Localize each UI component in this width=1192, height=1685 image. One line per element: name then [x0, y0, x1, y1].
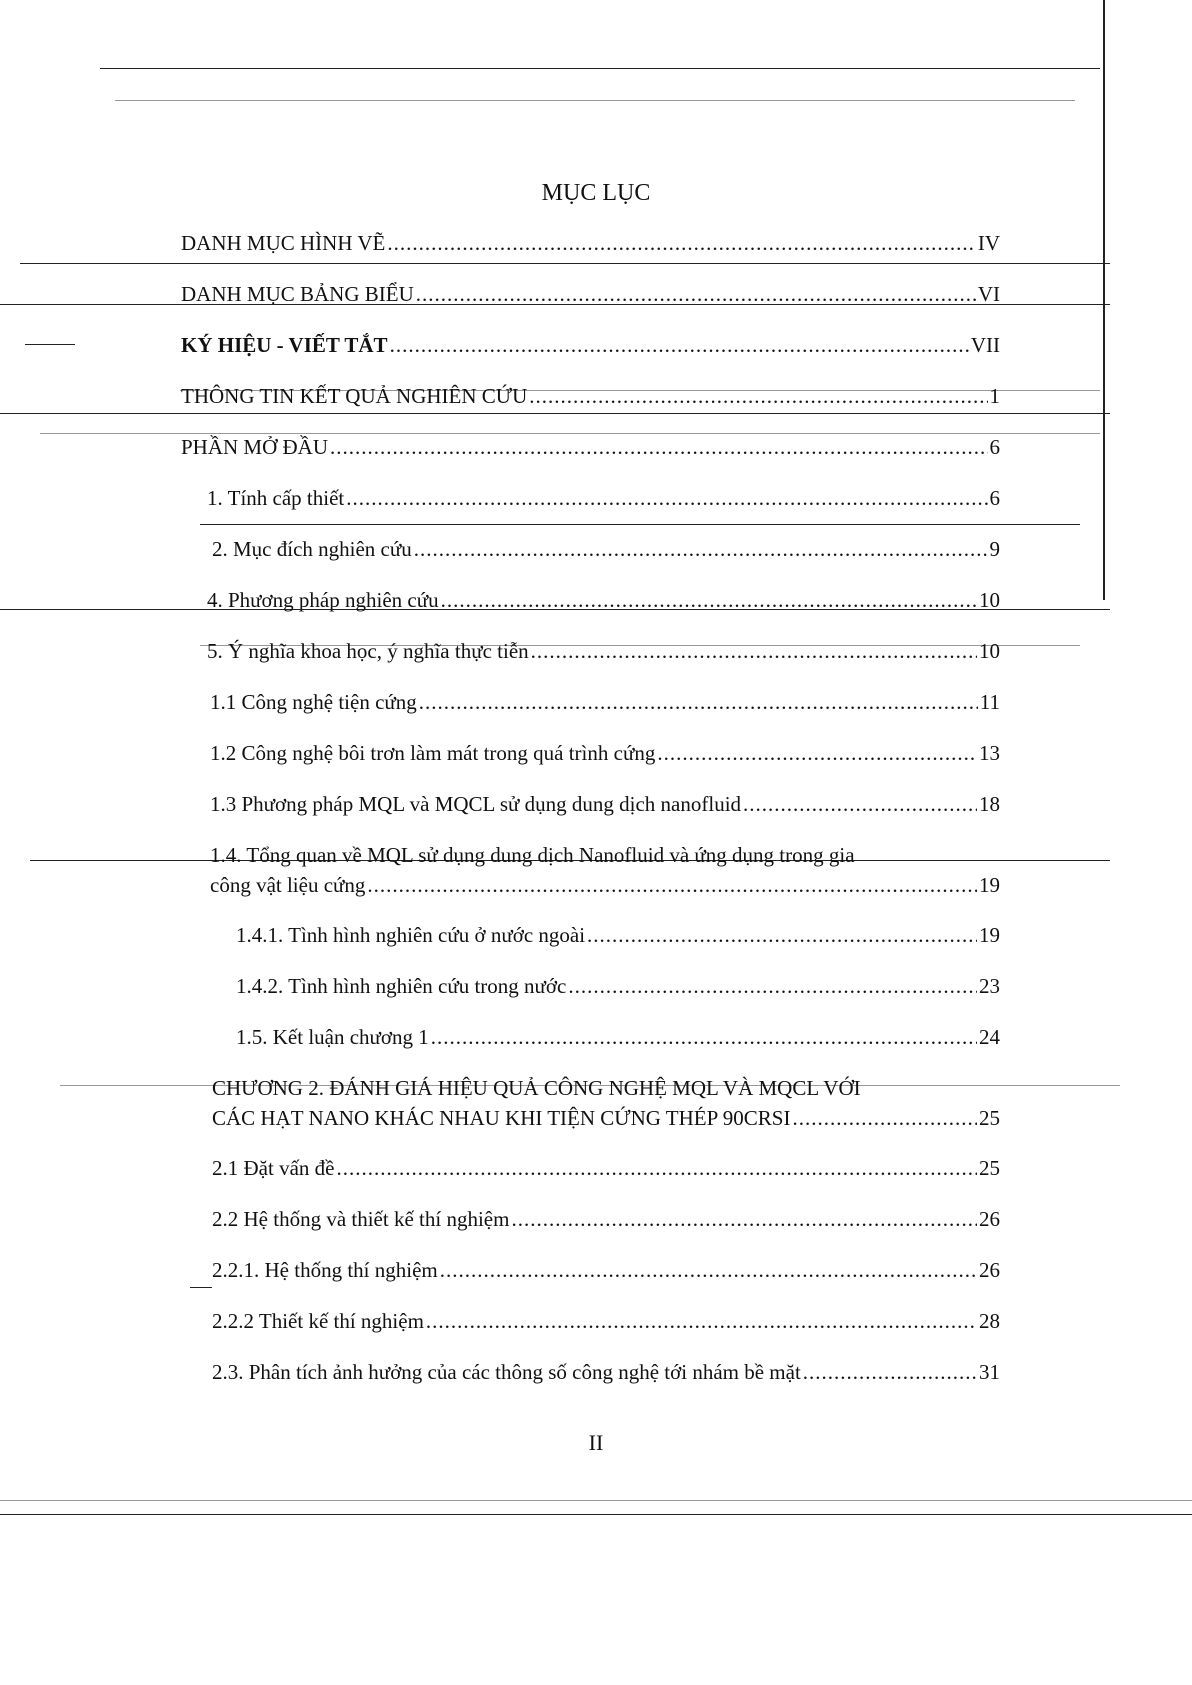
- scan-line: [190, 1287, 212, 1288]
- toc-entry-page: VI: [977, 282, 1000, 306]
- toc-entry[interactable]: [236, 920, 1000, 950]
- leader-dots: [441, 585, 977, 615]
- toc-entry-page: 25: [979, 1106, 1000, 1130]
- scan-edge: [1103, 0, 1105, 600]
- toc-entry-title: 2.2.1. Hệ thống thí nghiệm: [212, 1258, 438, 1282]
- toc-entry-title: PHẦN MỞ ĐẦU: [181, 435, 329, 459]
- scan-line: [25, 344, 75, 345]
- toc-entry-page: 26: [979, 1258, 1000, 1282]
- leader-dots: [431, 1022, 977, 1052]
- toc-entry-title: 2.2 Hệ thống và thiết kế thí nghiệm: [212, 1207, 510, 1231]
- toc-entry[interactable]: [212, 1073, 1000, 1133]
- leader-dots: [387, 228, 975, 258]
- toc-entry-title: 1.4.1. Tình hình nghiên cứu ở nước ngoài: [236, 923, 586, 947]
- toc-entry-page: 18: [979, 792, 1000, 816]
- scan-line: [100, 68, 1100, 69]
- toc-entry[interactable]: [181, 381, 1000, 411]
- toc-entry-title-cont: công vật liệu cứng: [210, 873, 366, 897]
- toc-entry-title: DANH MỤC HÌNH VẼ: [181, 231, 386, 255]
- toc-entry[interactable]: [212, 1306, 1000, 1336]
- leader-dots: [419, 687, 978, 717]
- leader-dots: [367, 870, 977, 900]
- toc-entry-title: 1. Tính cấp thiết: [207, 486, 345, 510]
- toc-entry-title: 2.3. Phân tích ảnh hưởng của các thông số công nghệ tới nhám bề mặt: [212, 1360, 801, 1384]
- scan-line: [115, 100, 1075, 101]
- toc-entry-page: 6: [989, 435, 1000, 459]
- toc-entry-page: 1: [989, 384, 1000, 408]
- toc-entry-page: 31: [979, 1360, 1000, 1384]
- toc-entry-title: 1.4. Tổng quan về MQL sử dụng dung dịch Nanofluid và ứng dụng trong gia: [210, 843, 855, 867]
- toc-entry[interactable]: [207, 483, 1000, 513]
- toc-entry[interactable]: [210, 687, 1000, 717]
- toc-entry-page: 25: [979, 1156, 1000, 1180]
- toc-entry-title: 1.3 Phương pháp MQL và MQCL sử dụng dung dịch nanofluid: [210, 792, 742, 816]
- toc-entry-title: 2.2.2 Thiết kế thí nghiệm: [212, 1309, 424, 1333]
- leader-dots: [440, 1255, 977, 1285]
- leader-dots: [414, 534, 988, 564]
- toc-entry-page: IV: [977, 231, 1000, 255]
- toc-entry-title: 1.5. Kết luận chương 1: [236, 1025, 429, 1049]
- toc-entry-page: 26: [979, 1207, 1000, 1231]
- toc-entry-page: 11: [979, 690, 1000, 714]
- leader-dots: [529, 381, 987, 411]
- toc-entry-page: 10: [979, 639, 1000, 663]
- toc-entry-page: 24: [979, 1025, 1000, 1049]
- leader-dots: [792, 1103, 977, 1133]
- toc-entry-title: CHƯƠNG 2. ĐÁNH GIÁ HIỆU QUẢ CÔNG NGHỆ MQL VÀ MQCL VỚI: [212, 1076, 861, 1100]
- scan-line: [0, 413, 1110, 414]
- leader-dots: [336, 1153, 977, 1183]
- toc-entry[interactable]: [210, 789, 1000, 819]
- leader-dots: [426, 1306, 977, 1336]
- toc-entry[interactable]: [212, 1204, 1000, 1234]
- toc-entry-title: 1.4.2. Tình hình nghiên cứu trong nước: [236, 974, 567, 998]
- leader-dots: [346, 483, 987, 513]
- leader-dots: [743, 789, 977, 819]
- leader-dots: [531, 636, 977, 666]
- scan-line: [0, 1514, 1192, 1515]
- toc-entry-page: 9: [989, 537, 1000, 561]
- page-title: MỤC LỤC: [541, 180, 651, 206]
- toc-entry[interactable]: [181, 432, 1000, 462]
- toc-entry[interactable]: [236, 971, 1000, 1001]
- toc-entry[interactable]: [207, 585, 1000, 615]
- leader-dots: [803, 1357, 977, 1387]
- scan-line: [20, 263, 1110, 264]
- toc-entry[interactable]: [210, 840, 1000, 900]
- toc-entry[interactable]: [181, 279, 1000, 309]
- leader-dots: [568, 971, 977, 1001]
- toc-entry[interactable]: [181, 228, 1000, 258]
- toc-entry[interactable]: [236, 1022, 1000, 1052]
- scan-line: [0, 1500, 1192, 1501]
- toc-entry-title: 4. Phương pháp nghiên cứu: [207, 588, 439, 612]
- toc-entry-page: 6: [989, 486, 1000, 510]
- leader-dots: [390, 330, 969, 360]
- toc-entry-page: VII: [970, 333, 1000, 357]
- toc-entry-page: 13: [979, 741, 1000, 765]
- toc-entry[interactable]: [212, 1153, 1000, 1183]
- toc-entry-page: 19: [979, 873, 1000, 897]
- toc-entry[interactable]: [210, 738, 1000, 768]
- toc-entry-title: DANH MỤC BẢNG BIỂU: [181, 282, 414, 306]
- toc-entry-page: 19: [979, 923, 1000, 947]
- toc-entry-title: 5. Ý nghĩa khoa học, ý nghĩa thực tiễn: [207, 639, 529, 663]
- leader-dots: [511, 1204, 977, 1234]
- toc-entry-page: 28: [979, 1309, 1000, 1333]
- page-number: II: [588, 1430, 604, 1455]
- toc-entry-title: THÔNG TIN KẾT QUẢ NGHIÊN CỨU: [181, 384, 528, 408]
- toc-entry[interactable]: [212, 534, 1000, 564]
- toc-entry-title: 2. Mục đích nghiên cứu: [212, 537, 412, 561]
- toc-entry-page: 23: [979, 974, 1000, 998]
- toc-entry-title: 2.1 Đặt vấn đề: [212, 1156, 335, 1180]
- toc-entry-title: KÝ HIỆU - VIẾT TẮT: [181, 333, 388, 357]
- toc-entry-title: 1.2 Công nghệ bôi trơn làm mát trong quá trình cứng: [210, 741, 656, 765]
- leader-dots: [657, 738, 977, 768]
- leader-dots: [587, 920, 977, 950]
- toc-entry[interactable]: [181, 330, 1000, 360]
- toc-entry-page: 10: [979, 588, 1000, 612]
- leader-dots: [416, 279, 976, 309]
- toc-entry[interactable]: [207, 636, 1000, 666]
- toc-entry[interactable]: [212, 1255, 1000, 1285]
- toc-entry[interactable]: [212, 1357, 1000, 1387]
- leader-dots: [330, 432, 987, 462]
- scan-line: [200, 524, 1080, 525]
- toc-entry-title-cont: CÁC HẠT NANO KHÁC NHAU KHI TIỆN CỨNG THÉP 90CRSI: [212, 1106, 791, 1130]
- toc-entry-title: 1.1 Công nghệ tiện cứng: [210, 690, 417, 714]
